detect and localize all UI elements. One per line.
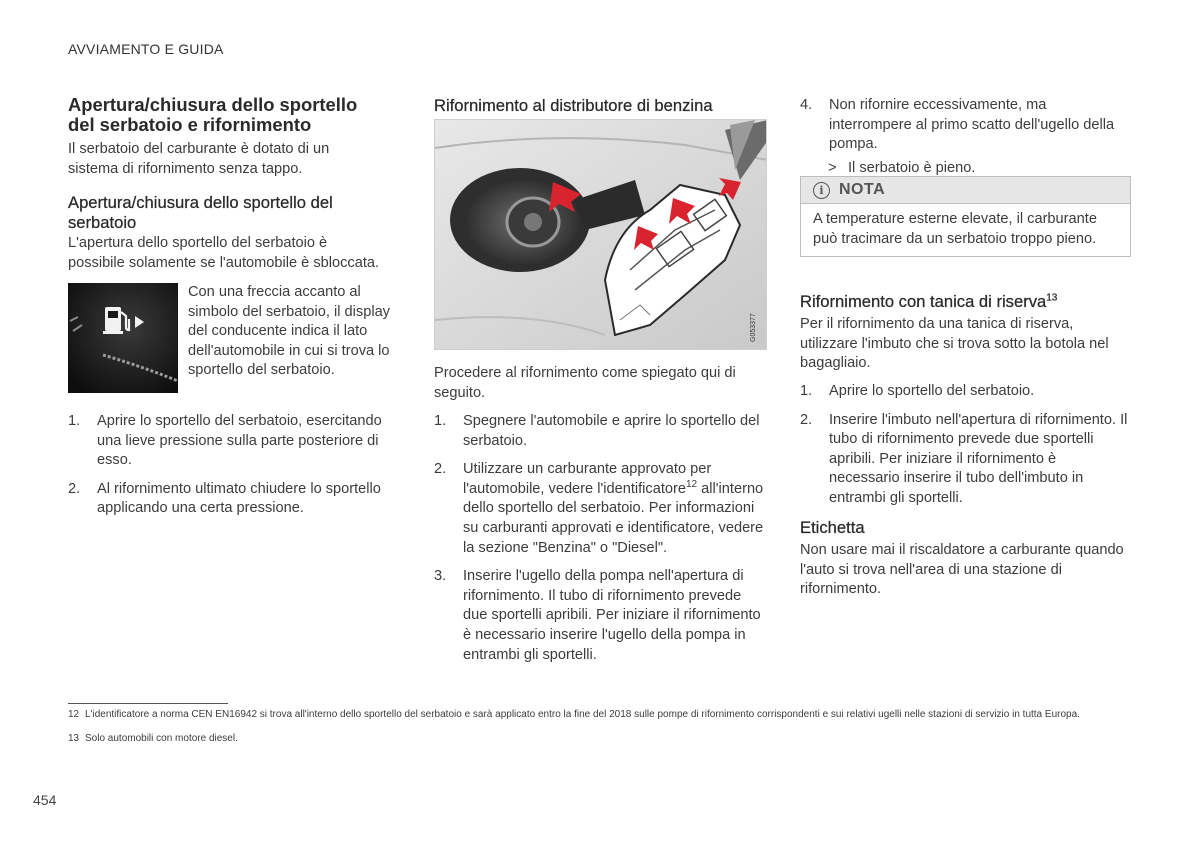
- right-step-4: [800, 96, 1125, 187]
- canister-intro: Per il rifornimento da una tanica di riserva, utilizzare l'imbuto che si trova sotto la botola nel bagagliaio.: [800, 316, 1109, 372]
- subsection-heading: Apertura/chiusura dello sportello del serbatoio: [68, 193, 333, 232]
- intro-text: Il serbatoio del carburante è dotato di un sistema di rifornimento senza tappo.: [68, 141, 330, 177]
- footnote: 13 Solo automobili con motore diesel.: [68, 733, 238, 744]
- note-box: [800, 176, 1131, 257]
- list-item: 3. Inserire l'ugello della pompa nell'apertura di rifornimento. Il tubo di rifornimento prevede due sportelli apribili. Per iniziare il rifornimento è necessario inserire l'ugello della pompa in entrambi gli sportelli.: [434, 568, 761, 663]
- refuel-intro: Procedere al rifornimento come spiegato qui di seguito.: [434, 365, 736, 401]
- canister-heading: Rifornimento con tanica di riserva$^{13}$: [800, 292, 1058, 311]
- list-item: 1. Aprire lo sportello del serbatoio.: [800, 383, 1035, 399]
- icon-caption: Con una freccia accanto al simbolo del serbatoio, il display del conducente indica il lato dell'automobile in cui si trova lo sportello del serbatoio.: [188, 284, 390, 379]
- section-header: AVVIAMENTO E GUIDA: [68, 41, 224, 57]
- label-heading: Etichetta: [800, 518, 865, 537]
- list-item: 2. Inserire l'imbuto nell'apertura di rifornimento. Il tubo di rifornimento prevede due sportelli apribili. Per iniziare il rifornimento è necessario inserire il tubo dell'imbuto in entrambi gli sportelli.: [800, 411, 1128, 506]
- fuel-gauge-image: [68, 283, 178, 393]
- footnote: 12 L'identificatore a norma CEN EN16942 si trova all'interno dello sportello del serbatoio e sarà applicato entro la fine del 2018 sulle pompe di rifornimento corrispondenti e sui relativi ugelli nelle stazioni di servizio in tutta Europa.: [68, 709, 1080, 720]
- middle-steps: [434, 412, 764, 674]
- main-title-block: [68, 95, 380, 135]
- list-item: 2. Al rifornimento ultimato chiudere lo sportello applicando una certa pressione.: [68, 480, 381, 517]
- info-icon: i: [813, 182, 830, 199]
- page-title: Apertura/chiusura dello sportello del serbatoio e rifornimento: [68, 94, 358, 135]
- image-code: G053377: [750, 313, 757, 342]
- list-item: 1. Spegnere l'automobile e aprire lo sportello del serbatoio.: [434, 413, 760, 449]
- note-text: A temperature esterne elevate, il carburante può tracimare da un serbatoio troppo pieno.: [813, 211, 1097, 247]
- note-title: NOTA: [839, 181, 886, 198]
- list-item: 4. Non rifornire eccessivamente, ma interrompere al primo scatto dell'ugello della pompa.: [800, 97, 1115, 153]
- footnote-divider: [68, 703, 228, 704]
- note-header: [801, 177, 1130, 204]
- label-body: Non usare mai il riscaldatore a carburante quando l'auto si trova nell'area di una stazione di rifornimento.: [800, 542, 1124, 598]
- page-number: 454: [33, 792, 57, 808]
- subsection-body: L'apertura dello sportello del serbatoio è possibile solamente se l'automobile è sbloccata.: [68, 235, 380, 271]
- result-item: > Il serbatoio è pieno.: [828, 159, 976, 176]
- refuel-illustration: [434, 119, 767, 350]
- footnote-ref: 13: [1046, 292, 1058, 304]
- list-item: 1. Aprire lo sportello del serbatoio, esercitando una lieve pressione sulla parte posteriore di esso.: [68, 413, 382, 469]
- left-steps: [68, 412, 398, 528]
- right-steps: [800, 382, 1130, 518]
- footnote-ref: 12: [685, 478, 698, 490]
- refuel-heading: Rifornimento al distributore di benzina: [434, 96, 713, 115]
- list-item: 2. Utilizzare un carburante approvato per l'automobile, vedere l'identificatore$^{12}$ all'interno dello sportello del serbatoio. Per informazioni su carburanti approvati e identificatore, vedere la sezione "Benzina" o "Diesel".: [434, 461, 764, 556]
